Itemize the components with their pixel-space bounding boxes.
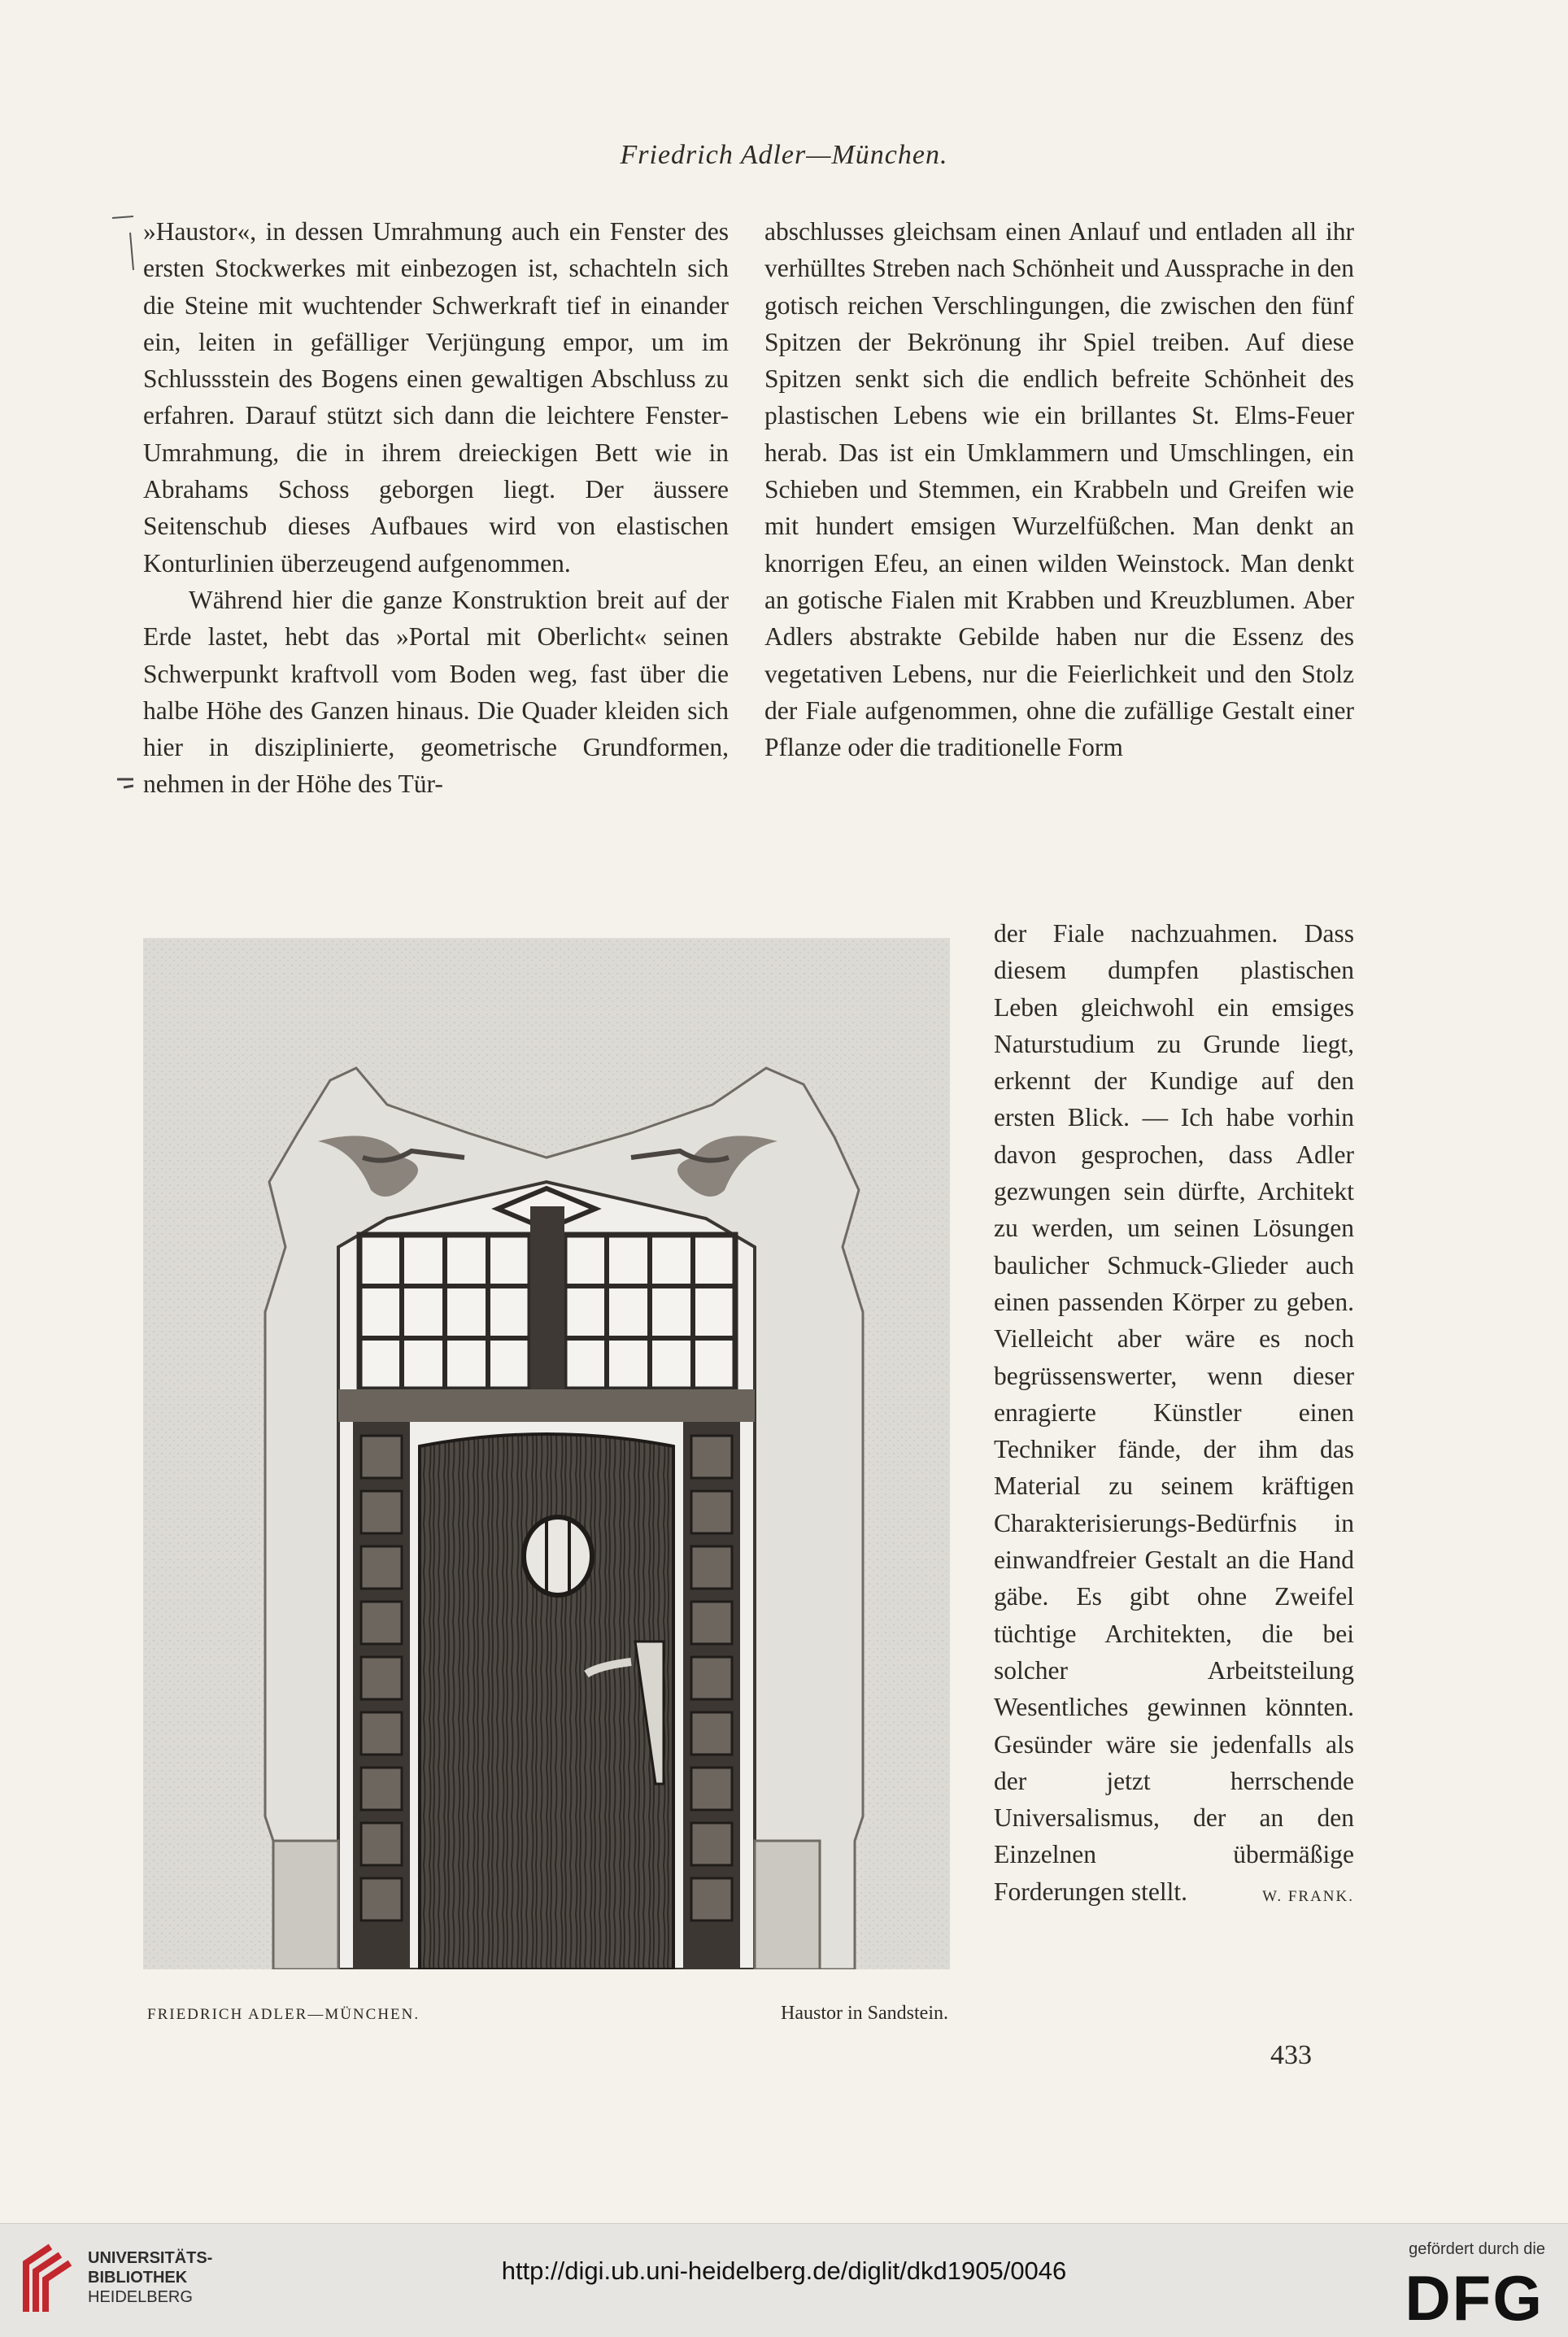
figure-caption-author: FRIEDRICH ADLER—MÜNCHEN. [147, 2006, 420, 2023]
right-column [764, 213, 1354, 765]
right-paragraph: abschlusses gleichsam einen Anlauf und entladen all ihr verhülltes Streben nach Schönheit und Aussprache in den gotisch reichen Verschlingungen, die zwischen den fünf Spitzen der Bekrönung ihr Spiel treiben. Auf diese Spitzen senkt sich die endlich befreite Schönheit des plastischen Lebens wie ein brillantes St. Elms-Feuer herab. Das ist ein Umklammern und Umschlingen, ein Schieben und Stemmen, ein Krabbeln und Greifen wie mit hundert emsigen Wurzelfüßchen. Man denkt an knorrigen Efeu, an einen wilden Weinstock. Man denkt an gotische Fialen mit Krabben und Kreuzblumen. Aber Adlers abstrakte Gebilde haben nur die Essenz des vegetativen Lebens, nur die Feierlichkeit und den Stolz der Fiale aufgenommen, ohne die zufällige Gestalt einer Pflanze oder die traditionelle Form [764, 217, 1354, 762]
page-number: 433 [1270, 2040, 1312, 2070]
left-paragraph-1: »Haustor«, in dessen Umrahmung auch ein Fenster des ersten Stockwerkes mit einbezogen ist, schachteln sich die Steine mit wuchtender Schwerkraft tief in einander ein, leiten in gefälliger Verjüngung empor, um im Schlussstein des Bogens einen gewaltigen Abschluss zu erfahren. Darauf stützt sich dann die leichtere Fenster-Umrahmung, die in ihrem dreieckigen Bett wie in Abrahams Schoss geborgen liegt. Der äussere Seitenschub dieses Aufbaues wird von elastischen Konturlinien überzeugend aufgenommen. [143, 217, 729, 578]
door-illustration [143, 938, 950, 1969]
figure-caption-title: Haustor in Sandstein. [781, 2003, 948, 2024]
margin-marks [106, 213, 138, 831]
left-paragraph-2: Während hier die ganze Konstruktion breit auf der Erde lastet, hebt das »Portal mit Oberlicht« seinen Schwerpunkt kraftvoll vom Boden weg, fast über die halbe Höhe des Ganzen hinaus. Die Quader kleiden sich hier in disziplinierte, geometrische Grundformen, nehmen in der Höhe des Tür- [143, 585, 729, 799]
dfg-logo: DFG [1405, 2262, 1544, 2334]
digitization-footer [0, 2223, 1568, 2337]
sponsor-label: gefördert durch die [1409, 2240, 1545, 2258]
library-name-line-1: UNIVERSITÄTS- [88, 2249, 213, 2267]
left-column [143, 213, 729, 803]
permalink-url[interactable]: http://digi.ub.uni-heidelberg.de/diglit/dkd1905/0046 [501, 2256, 1067, 2285]
library-name-line-3: HEIDELBERG [88, 2288, 193, 2306]
narrow-paragraph: der Fiale nachzuahmen. Dass diesem dumpfen plastischen Leben gleichwohl ein emsiges Naturstudium zu Grunde liegt, erkennt der Kundige auf den ersten Blick. — Ich habe vorhin davon gesprochen, dass Adler gezwungen sein dürfte, Architekt zu werden, um seinen Lösungen baulicher Schmuck-Glieder auch einen passenden Körper zu geben. Vielleicht aber wäre es noch begrüssenswerter, wenn dieser enragierte Künstler einen Techniker fände, der ihm das Material zu seinem kräftigen Charakterisierungs-Bedürfnis in einwandfreier Gestalt an die Hand gäbe. Es gibt ohne Zweifel tüchtige Architekten, die bei solcher Arbeitsteilung Wesentliches gewinnen könnten. Gesünder wäre sie jedenfalls als der jetzt herrschende Universalismus, der an den Einzelnen übermäßige Forderungen stellt. [994, 919, 1354, 1906]
running-head: Friedrich Adler—München. [620, 140, 948, 170]
narrow-column [994, 915, 1354, 1915]
author-signature: W. FRANK. [1262, 1887, 1354, 1905]
library-name-line-2: BIBLIOTHEK [88, 2269, 188, 2287]
